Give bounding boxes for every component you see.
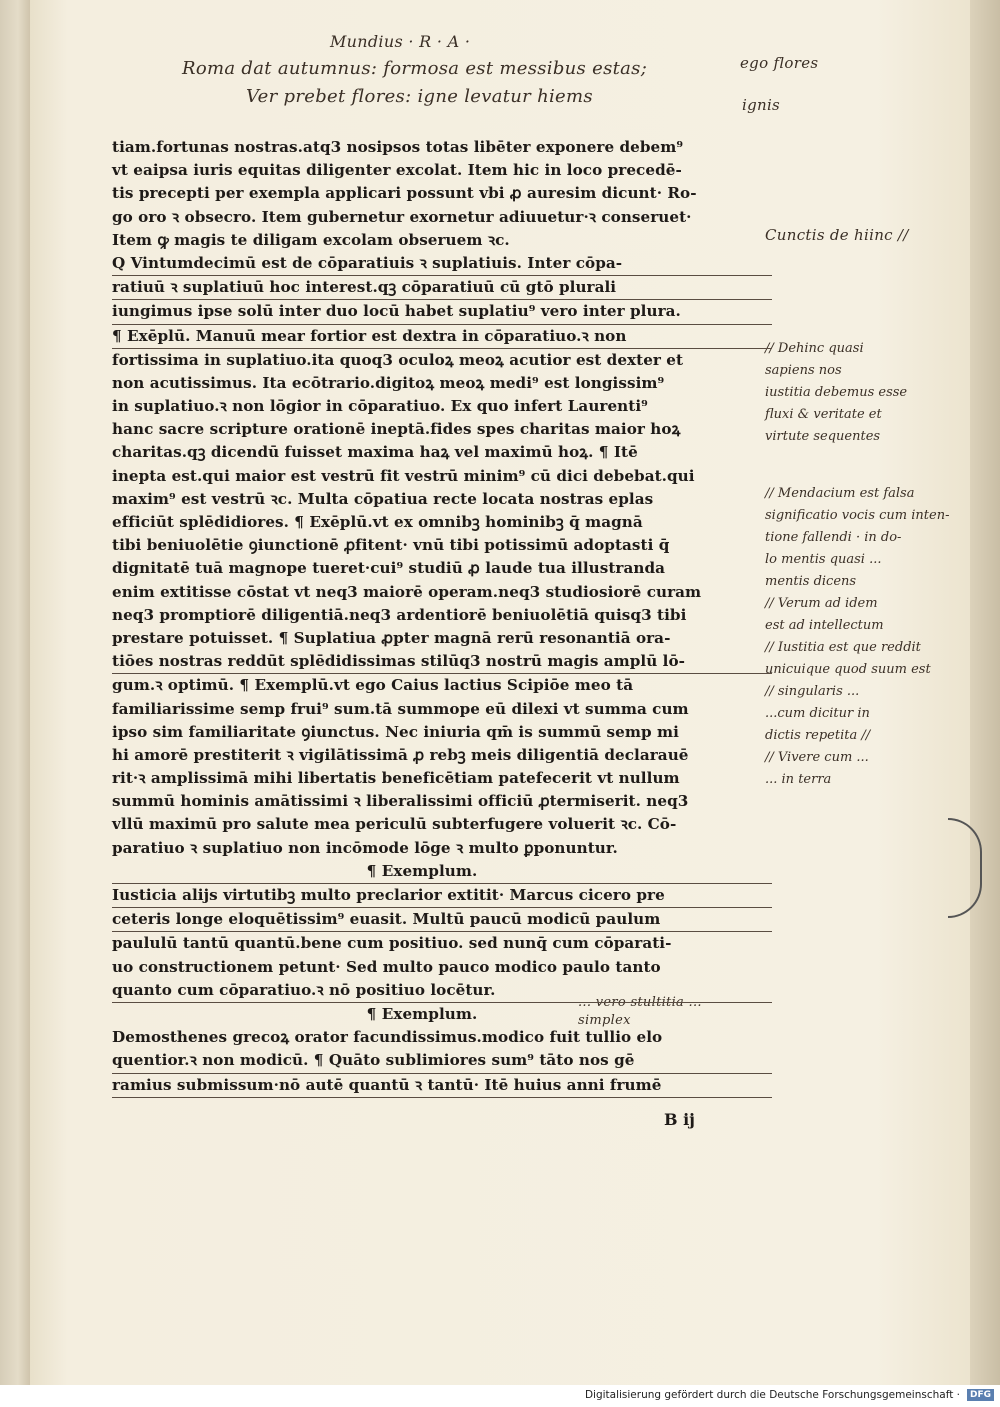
text-line: Iusticia alijs virtutibꝫ multo preclarior extitit· Marcus cicero pre — [112, 884, 772, 908]
text-line: prestare potuisset. ¶ Suplatiua ꝓpter magnā rerū resonantiā ora- — [112, 628, 671, 647]
margin-note-line: lo mentis quasi ... — [765, 552, 882, 567]
margin-note-block-2 — [765, 483, 955, 791]
text-line: Item ꝙ magis te diligam excolam obseruem ꝛc. — [112, 230, 510, 249]
handwritten-top-mark: Mundius · R · A · — [330, 32, 471, 51]
text-line: enim extitisse cōstat vt neq3 maiorē operam.neq3 studiosiorē curam — [112, 582, 702, 601]
margin-note-line: // Verum ad idem — [765, 596, 878, 611]
text-line: tis precepti per exempla applicari possunt vbi ꝓ auresim dicunt· Ro- — [112, 184, 697, 203]
text-line: inepta est.qui maior est vestrū fit vestrū minim⁹ cū dici debebat.qui — [112, 466, 695, 485]
text-line: maxim⁹ est vestrū ꝛc. Multa cōpatiua recte locata nostras eplas — [112, 489, 654, 508]
margin-note-block-1 — [765, 338, 955, 448]
text-line: efficiūt splēdidiores. ¶ Exēplū.vt ex omnibꝫ hominibꝫ q̄ magnā — [112, 513, 643, 531]
text-line: vt eaipsa iuris equitas diligenter excolat. Item hic in loco precedē- — [112, 161, 682, 180]
text-line: ¶ Exēplū. Manuū mear fortior est dextra in cōparatiuo.ꝛ non — [112, 325, 772, 349]
margin-note-inline: ... vero stultitia ... simplex — [578, 995, 702, 1028]
handwritten-corner-note-1: ego flores — [740, 54, 819, 72]
text-line: Q Vintumdecimū est de cōparatiuis ꝛ suplatiuis. Inter cōpa- — [112, 252, 772, 276]
margin-note-cunctis: Cunctis de hiinc // — [765, 226, 909, 244]
margin-note-line: iustitia debemus esse — [765, 385, 908, 400]
dfg-logo: DFG — [967, 1389, 994, 1401]
margin-note-line: // singularis ... — [765, 684, 860, 699]
text-line: ratiuū ꝛ suplatiuū hoc interest.qꝫ cōparatiuū cū gtō plurali — [112, 276, 772, 300]
text-line: rit·ꝛ amplissimā mihi libertatis beneficētiam patefecerit vt nullum — [112, 769, 680, 788]
margin-note-line: dictis repetita // — [765, 728, 871, 743]
margin-note-line: unicuique quod suum est — [765, 662, 931, 677]
margin-note-line: mentis dicens — [765, 574, 857, 589]
text-line: charitas.qꝫ dicendū fuisset maxima haꝝ vel maximū hoꝝ. ¶ Itē — [112, 443, 638, 462]
margin-note-line: significatio vocis cum inten- — [765, 508, 950, 523]
margin-note-line: // Mendacium est falsa — [765, 486, 915, 501]
text-line: ipso sim familiaritate ꝯiunctus. Nec iniuria qm̄ is summū semp mi — [112, 722, 679, 741]
margin-note-line: // Iustitia est que reddit — [765, 640, 921, 655]
text-line: paratiuo ꝛ suplatiuo non incōmode lōge ꝛ multo ꝑponuntur. — [112, 838, 618, 857]
margin-note-line: tione fallendi · in do- — [765, 530, 902, 545]
printed-text-block — [112, 136, 772, 1098]
text-line: hanc sacre scripture orationē ineptā.fides spes charitas maior hoꝝ — [112, 420, 681, 439]
margin-note-line: est ad intellectum — [765, 618, 884, 633]
text-line: tiam.fortunas nostras.atq3 nosipsos totas libēter exponere debem⁹ — [112, 138, 684, 156]
margin-note-line: // Vivere cum ... — [765, 750, 869, 765]
footer-bar — [0, 1385, 1000, 1407]
handwritten-corner-note-2: ignis — [742, 96, 781, 114]
margin-note-line: ... in terra — [765, 772, 832, 787]
margin-note-line: fluxi & veritate et — [765, 407, 882, 422]
text-line: ramius submissum·nō autē quantū ꝛ tantū· Itē huius anni frumē — [112, 1074, 772, 1098]
text-line: quentior.ꝛ non modicū. ¶ Quāto sublimiores sum⁹ tāto nos gē — [112, 1049, 772, 1073]
margin-note-line: // Dehinc quasi — [765, 341, 864, 356]
text-line: gum.ꝛ optimū. ¶ Exemplū.vt ego Caius lactius Scipiōe meo tā — [112, 676, 634, 695]
text-line: non acutissimus. Ita ecōtrario.digitoꝝ meoꝝ medi⁹ est longissim⁹ — [112, 373, 665, 392]
signature-mark: B ij — [664, 1110, 695, 1129]
text-line: Demosthenes grecoꝝ orator facundissimus.modico fuit tullio elo — [112, 1028, 663, 1047]
text-line: quanto cum cōparatiuo.ꝛ nō positiuo locētur. — [112, 979, 772, 1003]
margin-note-line: virtute sequentes — [765, 429, 881, 444]
exemplum-heading: ¶ Exemplum. — [112, 860, 772, 884]
exemplum-heading: ¶ Exemplum. — [366, 1004, 478, 1023]
text-line: tibi beniuolētie ꝯiunctionē ꝓfitent· vnū tibi potissimū adoptasti q̄ — [112, 536, 670, 555]
text-line: ceteris longe eloquētissim⁹ euasit. Multū paucū modicū paulum — [112, 908, 772, 932]
text-line: iungimus ipse solū inter duo locū habet suplatiu⁹ vero inter plura. — [112, 300, 772, 324]
handwritten-verse-line-2: Ver prebet flores: igne levatur hiems — [246, 86, 593, 107]
handwritten-verse-line-1: Roma dat autumnus: formosa est messibus estas; — [182, 58, 648, 79]
text-line: fortissima in suplatiuo.ita quoq3 oculoꝝ meoꝝ acutior est dexter et — [112, 350, 684, 369]
footer-credit: Digitalisierung gefördert durch die Deutsche Forschungsgemeinschaft · — [584, 1389, 960, 1401]
text-line: neq3 promptiorē diligentiā.neq3 ardentiorē beniuolētiā quisq3 tibi — [112, 605, 687, 624]
margin-note-line: sapiens nos — [765, 363, 842, 378]
text-line: go oro ꝛ obsecro. Item gubernetur exornetur adiuuetur·ꝛ conseruet· — [112, 207, 692, 226]
text-line: vllū maximū pro salute mea periculū subterfugere voluerit ꝛc. Cō- — [112, 815, 677, 834]
text-line: familiarissime semp frui⁹ sum.tā summope eū dilexi vt summa cum — [112, 699, 689, 718]
text-line: paululū tantū quantū.bene cum positiuo. sed nunq̄ cum cōparati- — [112, 934, 672, 953]
text-line: summū hominis amātissimi ꝛ liberalissimi officiū ꝓtermiserit. neq3 — [112, 792, 689, 811]
text-line: hi amorē prestiterit ꝛ vigilātissimā ꝓ rebꝫ meis diligentiā declarauē — [112, 745, 689, 764]
text-line: uo constructionem petunt· Sed multo pauco modico paulo tanto — [112, 957, 661, 976]
text-line: dignitatē tuā magnope tueret·cui⁹ studiū ꝓ laude tua illustranda — [112, 559, 666, 578]
text-line: in suplatiuo.ꝛ non lōgior in cōparatiuo. Ex quo infert Laurenti⁹ — [112, 397, 648, 416]
margin-note-line: ...cum dicitur in — [765, 706, 870, 721]
previous-page-edge — [0, 0, 31, 1385]
page-fore-edge — [970, 0, 1000, 1385]
text-line: tiōes nostras reddūt splēdidissimas stilūq3 nostrū magis amplū lō- — [112, 650, 772, 674]
